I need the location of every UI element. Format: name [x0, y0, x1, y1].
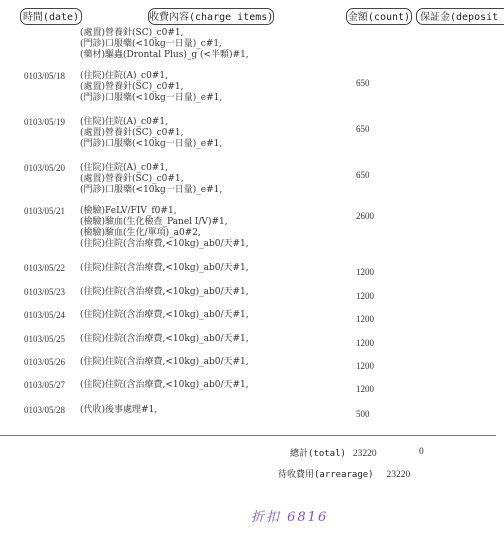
column-header-charge-items: 收費內容(charge items): [148, 8, 274, 25]
total-row: [290, 446, 377, 459]
row-amount: 650: [356, 78, 370, 88]
charge-item-line: (檢驗)驗血(生化檢查_Panel I/V)#1,: [80, 217, 228, 227]
row-amount: 500: [356, 409, 370, 419]
row-charge-items: [80, 117, 222, 150]
row-date: 0103/05/18: [24, 71, 66, 81]
row-amount: 1200: [356, 361, 374, 371]
row-charge-items: [80, 380, 249, 391]
charge-item-line: (藥材)驅蟲(Drontal Plus)_g (<半顆)#1,: [80, 50, 249, 60]
row-date: 0103/05/22: [24, 263, 66, 273]
column-header-date: 時間(date): [20, 8, 82, 25]
row-amount: 1200: [356, 384, 374, 394]
row-date: 0103/05/24: [24, 310, 66, 320]
row-charge-items: [80, 206, 249, 250]
row-charge-items: [80, 405, 157, 416]
row-amount: 1200: [356, 338, 374, 348]
charge-item-line: (住院)住院(A)_c0#1,: [80, 71, 168, 81]
charge-item-line: (住院)住院(含治療費,<10kg)_ab0/天#1,: [80, 263, 249, 273]
row-date: 0103/05/19: [24, 117, 66, 127]
row-date: 0103/05/26: [24, 357, 66, 367]
row-charge-items: [80, 71, 222, 104]
charge-item-line: (處置)營養針(SC)_c0#1,: [80, 128, 184, 138]
row-charge-items: [80, 310, 249, 321]
row-charge-items: [80, 163, 222, 196]
charge-item-line: (住院)住院(含治療費,<10kg)_ab0/天#1,: [80, 310, 249, 320]
row-date: 0103/05/28: [24, 405, 66, 415]
charge-item-line: (處置)營養針(SC)_c0#1,: [80, 174, 184, 184]
row-amount: 650: [356, 124, 370, 134]
row-date: 0103/05/20: [24, 163, 66, 173]
arrearage-label: 待收費用(arrearage): [278, 470, 374, 480]
deposit-value: 0: [419, 447, 424, 457]
charge-item-line: (住院)住院(A)_c0#1,: [80, 163, 168, 173]
handwritten-note: 折扣 6816: [251, 510, 329, 525]
column-header-deposit: 保証金(deposit: [416, 8, 504, 25]
charge-item-line: (住院)住院(含治療費,<10kg)_ab0/天#1,: [80, 334, 249, 344]
charge-item-line: (門診)口服藥(<10kg一日量)_c#1,: [80, 39, 222, 49]
charge-item-line: (門診)口服藥(<10kg一日量)_e#1,: [80, 93, 223, 103]
row-date: 0103/05/27: [24, 380, 66, 390]
row-amount: 2600: [356, 211, 374, 221]
row-amount: 1200: [356, 314, 374, 324]
charge-item-line: (處置)營養針(SC)_c0#1,: [80, 28, 184, 38]
row-charge-items: [80, 357, 249, 368]
charge-item-line: (處置)營養針(SC)_c0#1,: [80, 82, 184, 92]
charge-item-line: (門診)口服藥(<10kg一日量)_e#1,: [80, 139, 223, 149]
charge-item-line: (住院)住院(A)_c0#1,: [80, 117, 168, 127]
row-charge-items: [80, 263, 249, 274]
charge-item-line: (住院)住院(含治療費,<10kg)_ab0/天#1,: [80, 287, 249, 297]
charge-item-line: (代收)後事處理#1,: [80, 405, 158, 415]
charge-item-line: (住院)住院(含治療費,<10kg)_ab0/天#1,: [80, 380, 249, 390]
total-label: 總計(total): [290, 449, 346, 459]
row-date: 0103/05/21: [24, 206, 66, 216]
arrearage-value: 23220: [386, 470, 411, 480]
row-charge-items: [80, 334, 249, 345]
charge-item-line: (住院)住院(含治療費,<10kg)_ab0/天#1,: [80, 239, 249, 249]
column-header-count: 金額(count): [346, 8, 412, 25]
row-amount: 650: [356, 170, 370, 180]
charge-item-line: (檢驗)FeLV/FIV_f0#1,: [80, 206, 177, 216]
charge-item-line: (住院)住院(含治療費,<10kg)_ab0/天#1,: [80, 357, 249, 367]
charge-item-line: (門診)口服藥(<10kg一日量)_e#1,: [80, 185, 223, 195]
row-amount: 1200: [356, 267, 374, 277]
arrearage-row: [278, 467, 410, 480]
deposit-total: [419, 447, 424, 457]
row-amount: 1200: [356, 291, 374, 301]
row-date: 0103/05/23: [24, 287, 66, 297]
total-value: 23220: [352, 449, 377, 459]
row-charge-items: [80, 28, 249, 61]
row-charge-items: [80, 287, 249, 298]
charge-item-line: (檢驗)驗血(生化/單項)_a0#2,: [80, 228, 201, 238]
totals-divider: [0, 435, 496, 436]
row-date: 0103/05/25: [24, 334, 66, 344]
